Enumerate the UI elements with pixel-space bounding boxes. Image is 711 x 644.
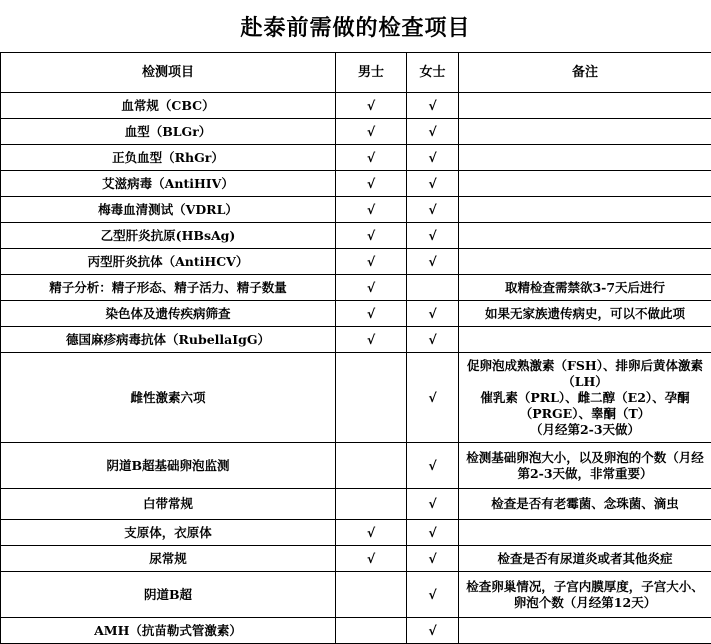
table-row — [1, 197, 711, 223]
table-row — [1, 93, 711, 119]
note-cell — [459, 145, 711, 171]
table-row — [1, 618, 711, 644]
table-row — [1, 546, 711, 572]
item-cell: 丙型肝炎抗体（AntiHCV） — [1, 249, 336, 275]
note-cell: 如果无家族遗传病史，可以不做此项 — [459, 301, 711, 327]
item-cell: 乙型肝炎抗原(HBsAg) — [1, 223, 336, 249]
female-check-cell: √ — [407, 93, 459, 119]
female-check-cell: √ — [407, 249, 459, 275]
item-cell: 德国麻疹病毒抗体（RubellaIgG） — [1, 327, 336, 353]
table-row — [1, 119, 711, 145]
female-check-cell: √ — [407, 572, 459, 618]
table-body — [1, 93, 711, 644]
male-check-cell: √ — [336, 197, 407, 223]
table-row — [1, 249, 711, 275]
item-cell: 血型（BLGr） — [1, 119, 336, 145]
table-row — [1, 489, 711, 520]
item-cell: 精子分析：精子形态、精子活力、精子数量 — [1, 275, 336, 301]
female-check-cell: √ — [407, 546, 459, 572]
male-check-cell: √ — [336, 171, 407, 197]
header-female: 女士 — [407, 53, 459, 93]
table-row — [1, 301, 711, 327]
item-cell: 梅毒血清测试（VDRL） — [1, 197, 336, 223]
note-cell: 促卵泡成熟激素（FSH）、排卵后黄体激素（LH） 催乳素（PRL）、雌二醇（E2）、孕酮（PRGE）、睾酮（T） （月经第2-3天做） — [459, 353, 711, 443]
male-check-cell: √ — [336, 275, 407, 301]
item-cell: 白带常规 — [1, 489, 336, 520]
table-row — [1, 443, 711, 489]
header-note: 备注 — [459, 53, 711, 93]
male-check-cell — [336, 572, 407, 618]
table-row — [1, 145, 711, 171]
table-row — [1, 572, 711, 618]
item-cell: 阴道B超基础卵泡监测 — [1, 443, 336, 489]
note-cell — [459, 171, 711, 197]
note-cell: 检查卵巢情况，子宫内膜厚度，子宫大小、卵泡个数（月经第12天） — [459, 572, 711, 618]
item-cell: 支原体，衣原体 — [1, 520, 336, 546]
male-check-cell: √ — [336, 119, 407, 145]
item-cell: 艾滋病毒（AntiHIV） — [1, 171, 336, 197]
female-check-cell: √ — [407, 119, 459, 145]
female-check-cell: √ — [407, 171, 459, 197]
note-cell — [459, 618, 711, 644]
male-check-cell: √ — [336, 327, 407, 353]
note-cell: 检查是否有尿道炎或者其他炎症 — [459, 546, 711, 572]
note-cell: 取精检查需禁欲3-7天后进行 — [459, 275, 711, 301]
header-male: 男士 — [336, 53, 407, 93]
item-cell: 正负血型（RhGr） — [1, 145, 336, 171]
item-cell: 雌性激素六项 — [1, 353, 336, 443]
note-cell: 检测基础卵泡大小，以及卵泡的个数（月经第2-3天做，非常重要） — [459, 443, 711, 489]
checkup-table — [0, 52, 711, 644]
female-check-cell: √ — [407, 618, 459, 644]
item-cell: 尿常规 — [1, 546, 336, 572]
table-row — [1, 353, 711, 443]
female-check-cell: √ — [407, 197, 459, 223]
female-check-cell: √ — [407, 489, 459, 520]
female-check-cell: √ — [407, 353, 459, 443]
male-check-cell: √ — [336, 145, 407, 171]
male-check-cell — [336, 443, 407, 489]
female-check-cell: √ — [407, 443, 459, 489]
table-row — [1, 223, 711, 249]
item-cell: AMH（抗苗勒式管激素） — [1, 618, 336, 644]
male-check-cell: √ — [336, 249, 407, 275]
item-cell: 染色体及遗传疾病筛查 — [1, 301, 336, 327]
female-check-cell: √ — [407, 223, 459, 249]
table-row — [1, 520, 711, 546]
male-check-cell — [336, 618, 407, 644]
female-check-cell: √ — [407, 301, 459, 327]
male-check-cell: √ — [336, 520, 407, 546]
item-cell: 血常规（CBC） — [1, 93, 336, 119]
male-check-cell: √ — [336, 223, 407, 249]
female-check-cell: √ — [407, 145, 459, 171]
table-row — [1, 275, 711, 301]
male-check-cell — [336, 489, 407, 520]
note-cell — [459, 93, 711, 119]
note-cell — [459, 197, 711, 223]
male-check-cell: √ — [336, 93, 407, 119]
note-cell — [459, 223, 711, 249]
note-cell — [459, 249, 711, 275]
male-check-cell: √ — [336, 546, 407, 572]
male-check-cell: √ — [336, 301, 407, 327]
note-cell: 检查是否有老霉菌、念珠菌、滴虫 — [459, 489, 711, 520]
table-row — [1, 171, 711, 197]
header-item: 检测项目 — [1, 53, 336, 93]
note-cell — [459, 327, 711, 353]
female-check-cell — [407, 275, 459, 301]
page-title: 赴泰前需做的检查项目 — [0, 0, 711, 52]
female-check-cell: √ — [407, 327, 459, 353]
male-check-cell — [336, 353, 407, 443]
item-cell: 阴道B超 — [1, 572, 336, 618]
note-cell — [459, 520, 711, 546]
female-check-cell: √ — [407, 520, 459, 546]
header-row — [1, 53, 711, 93]
table-row — [1, 327, 711, 353]
note-cell — [459, 119, 711, 145]
